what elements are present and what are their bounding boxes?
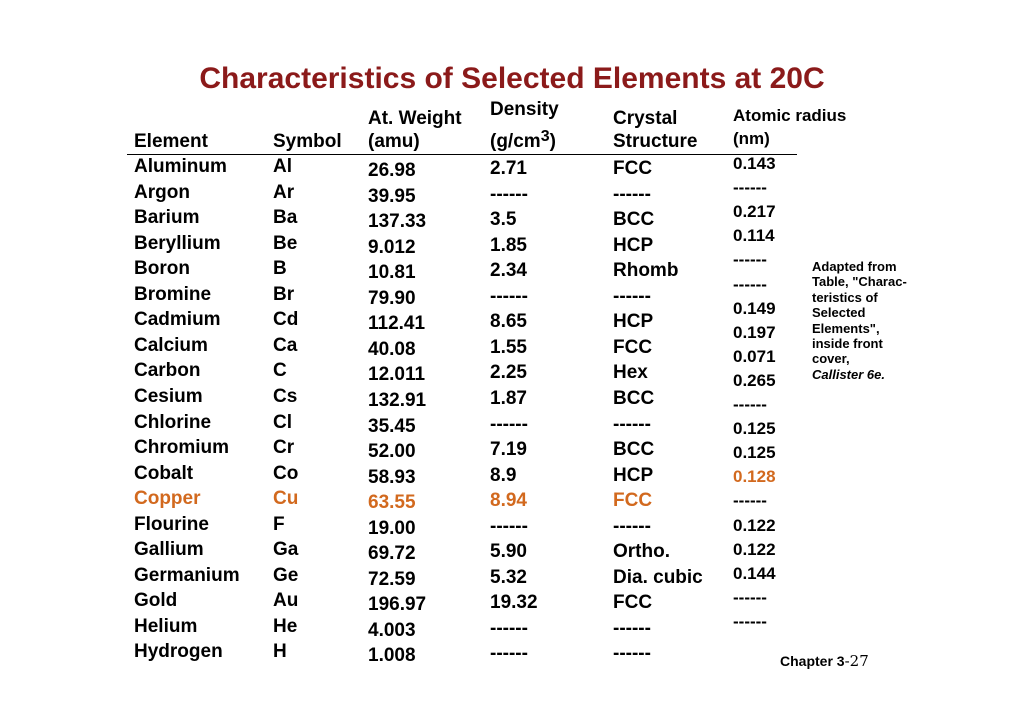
header-density-unit-exponent: 3: [540, 128, 550, 145]
cell-weight: 137.33: [368, 211, 427, 233]
cell-weight: 69.72: [368, 543, 416, 565]
cell-density: 5.90: [490, 541, 527, 563]
header-crystal-line2: Structure: [613, 131, 698, 152]
cell-symbol: Be: [273, 232, 298, 254]
cell-symbol: Au: [273, 590, 299, 612]
atomic-radius-value: ------: [733, 250, 767, 270]
cell-weight: 40.08: [368, 338, 416, 360]
header-density: [490, 98, 559, 154]
cell-weight: 196.97: [368, 594, 427, 616]
cell-crystal: ------: [613, 617, 651, 639]
header-divider: [127, 154, 797, 155]
source-note-line: cover,: [812, 351, 850, 367]
cell-density: 2.25: [490, 362, 527, 384]
header-density-unit-suffix: ): [549, 131, 556, 152]
cell-weight: 10.81: [368, 262, 416, 284]
cell-weight: 132.91: [368, 389, 427, 411]
footer: [780, 652, 869, 671]
cell-crystal: FCC: [613, 158, 653, 179]
cell-density: 1.55: [490, 336, 527, 358]
cell-weight: 4.003: [368, 619, 416, 641]
source-note-line: Elements",: [812, 320, 880, 336]
atomic-radius-value: ------: [733, 491, 767, 511]
atomic-radius-value: 0.144: [733, 563, 776, 583]
cell-density: 8.65: [490, 311, 527, 333]
source-note-line: inside front: [812, 336, 883, 352]
cell-weight: 79.90: [368, 287, 416, 309]
cell-element: Boron: [134, 258, 190, 280]
cell-crystal: ------: [613, 515, 651, 537]
cell-crystal: HCP: [613, 464, 654, 486]
cell-crystal: FCC: [613, 336, 653, 358]
cell-symbol: Cu: [273, 488, 299, 510]
cell-weight: 9.012: [368, 236, 416, 258]
cell-crystal: FCC: [613, 592, 653, 614]
source-note-line: Table, "Charac-: [812, 274, 907, 290]
cell-density: ------: [490, 643, 528, 665]
atomic-radius-value: ------: [733, 587, 767, 607]
source-note-citation: Callister 6e.: [812, 366, 885, 382]
cell-crystal: Hex: [613, 362, 648, 384]
cell-density: 3.5: [490, 209, 517, 231]
cell-density: ------: [490, 285, 528, 307]
cell-crystal: ------: [613, 183, 651, 205]
source-note-line: teristics of: [812, 289, 878, 305]
cell-symbol: Co: [273, 462, 299, 484]
cell-element: Copper: [134, 488, 201, 510]
source-note-line: Selected: [812, 305, 866, 321]
cell-weight: 72.59: [368, 568, 416, 590]
header-density-line2: [490, 130, 559, 154]
cell-weight: 12.011: [368, 364, 426, 386]
header-element: [134, 130, 208, 153]
header-element-line: Element: [134, 131, 208, 152]
cell-crystal: BCC: [613, 439, 655, 461]
cell-element: Carbon: [134, 360, 201, 382]
cell-symbol: He: [273, 615, 298, 637]
cell-crystal: ------: [613, 413, 651, 435]
cell-weight: 35.45: [368, 415, 416, 437]
cell-symbol: Ba: [273, 207, 298, 229]
cell-weight: 39.95: [368, 185, 416, 207]
cell-density: 19.32: [490, 592, 538, 614]
header-weight-line1: At. Weight: [368, 108, 462, 129]
cell-crystal: Rhomb: [613, 260, 679, 282]
cell-density: ------: [490, 617, 528, 639]
page-number: -27: [844, 652, 869, 670]
atomic-radius-value: 0.071: [733, 346, 776, 366]
cell-element: Beryllium: [134, 232, 221, 254]
cell-symbol: Br: [273, 283, 295, 305]
cell-element: Bromine: [134, 283, 212, 305]
cell-element: Germanium: [134, 564, 240, 586]
cell-symbol: Cs: [273, 385, 298, 407]
header-crystal-line1: Crystal: [613, 108, 678, 129]
header-symbol-line: Symbol: [273, 131, 342, 152]
atomic-radius-value: 0.265: [733, 370, 776, 390]
source-note-line: Adapted from: [812, 259, 897, 274]
header-radius-line1: Atomic radius: [733, 106, 847, 125]
cell-symbol: Cr: [273, 437, 295, 459]
atomic-radius-value: 0.149: [733, 298, 776, 318]
cell-symbol: H: [273, 641, 287, 663]
header-radius-line2: (nm): [733, 129, 770, 148]
atomic-radius-value: 0.197: [733, 322, 776, 342]
cell-weight: 63.55: [368, 492, 416, 514]
atomic-radius-value: 0.143: [733, 154, 776, 173]
cell-element: Cadmium: [134, 309, 221, 331]
cell-symbol: F: [273, 513, 285, 535]
header-density-line1: Density: [490, 99, 559, 120]
cell-crystal: HCP: [613, 311, 654, 333]
cell-element: Aluminum: [134, 156, 227, 177]
cell-symbol: Al: [273, 156, 292, 177]
header-weight-line2: (amu): [368, 131, 420, 152]
cell-crystal: BCC: [613, 387, 655, 409]
cell-element: Cobalt: [134, 462, 194, 484]
cell-density: 2.71: [490, 158, 527, 179]
cell-density: ------: [490, 183, 528, 205]
cell-weight: 112.41: [368, 313, 426, 335]
chapter-label: Chapter 3: [780, 653, 845, 669]
cell-density: 1.87: [490, 387, 527, 409]
cell-density: 7.19: [490, 439, 527, 461]
cell-density: ------: [490, 413, 528, 435]
cell-density: 2.34: [490, 260, 527, 282]
cell-weight: 1.008: [368, 645, 416, 667]
atomic-radius-value: 0.128: [733, 467, 776, 487]
cell-density: 8.94: [490, 490, 527, 512]
cell-element: Gallium: [134, 539, 204, 561]
cell-element: Gold: [134, 590, 178, 612]
cell-element: Barium: [134, 207, 200, 229]
atomic-radius-value: 0.125: [733, 419, 776, 439]
header-density-unit-prefix: (g/cm: [490, 131, 541, 152]
cell-crystal: FCC: [613, 490, 653, 512]
atomic-radius-value: 0.122: [733, 515, 776, 535]
cell-weight: 52.00: [368, 441, 416, 463]
atomic-radius-value: 0.122: [733, 539, 776, 559]
cell-element: Chromium: [134, 437, 229, 459]
cell-crystal: Ortho.: [613, 541, 670, 563]
cell-crystal: BCC: [613, 209, 655, 231]
cell-element: Argon: [134, 181, 190, 203]
atomic-radius-value: ------: [733, 178, 767, 198]
atomic-radius-value: 0.217: [733, 202, 776, 222]
atomic-radius-value: ------: [733, 611, 767, 631]
cell-element: Calcium: [134, 334, 208, 356]
cell-symbol: Ar: [273, 181, 295, 203]
cell-density: 8.9: [490, 464, 517, 486]
cell-symbol: Ga: [273, 539, 299, 561]
cell-element: Helium: [134, 615, 198, 637]
cell-element: Cesium: [134, 385, 203, 407]
cell-crystal: ------: [613, 643, 651, 665]
cell-density: 1.85: [490, 234, 527, 256]
cell-crystal: HCP: [613, 234, 654, 256]
atomic-radius-value: 0.114: [733, 226, 775, 246]
atomic-radius-value: 0.125: [733, 443, 776, 463]
cell-weight: 58.93: [368, 466, 416, 488]
cell-crystal: Dia. cubic: [613, 566, 703, 588]
cell-symbol: Ca: [273, 334, 298, 356]
cell-symbol: B: [273, 258, 287, 280]
cell-symbol: Cd: [273, 309, 299, 331]
atomic-radius-value: ------: [733, 274, 767, 294]
page-title: Characteristics of Selected Elements at 20C: [199, 62, 825, 95]
cell-element: Flourine: [134, 513, 209, 535]
cell-crystal: ------: [613, 285, 651, 307]
cell-symbol: Cl: [273, 411, 292, 433]
cell-symbol: C: [273, 360, 287, 382]
header-symbol: [273, 130, 342, 153]
cell-weight: 26.98: [368, 160, 416, 181]
header-weight: [368, 107, 462, 153]
cell-density: ------: [490, 515, 528, 537]
cell-element: Chlorine: [134, 411, 212, 433]
header-radius: [733, 104, 846, 150]
source-note: [812, 259, 942, 382]
atomic-radius-value: ------: [733, 395, 767, 414]
cell-density: 5.32: [490, 566, 527, 588]
cell-weight: 19.00: [368, 517, 416, 539]
cell-element: Hydrogen: [134, 641, 223, 663]
cell-symbol: Ge: [273, 564, 299, 586]
header-crystal: [613, 107, 697, 153]
